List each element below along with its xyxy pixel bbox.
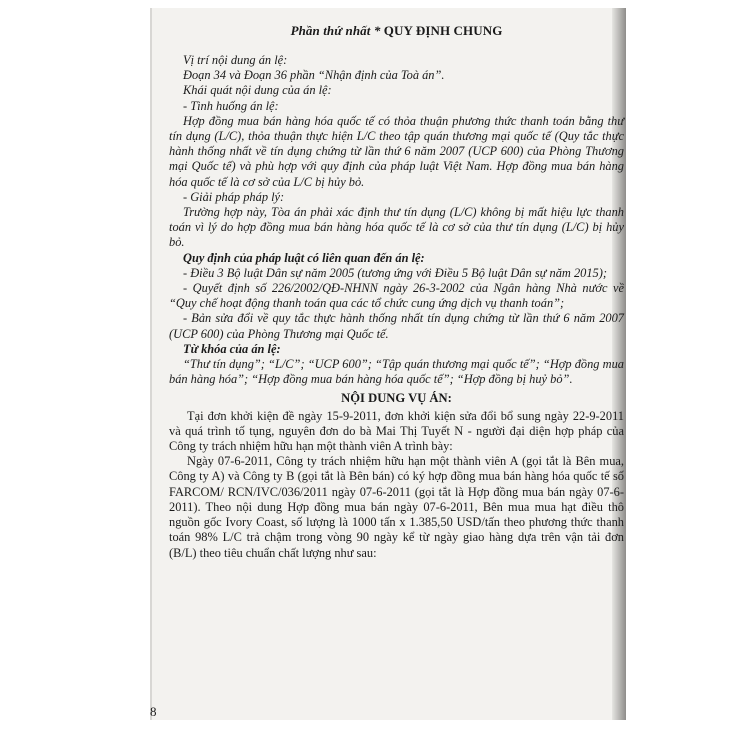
paragraph-giai-phap: Trường hợp này, Tòa án phải xác định thư tín dụng (L/C) không bị mất hiệu lực thanh toán vì lý do hợp đồng mua bán hàng hóa quốc tế là cơ sở của thư tín dụng (L/C) bị hủy bỏ.: [169, 205, 624, 250]
list-item-ucp-600: - Bản sửa đổi về quy tắc thực hành thống nhất tín dụng chứng từ lần thứ 6 năm 2007 (UCP 600) của Phòng Thương mại Quốc tế.: [169, 311, 624, 341]
header-title: QUY ĐỊNH CHUNG: [383, 23, 503, 38]
paragraph-tinh-huong: Hợp đồng mua bán hàng hóa quốc tế có thỏa thuận phương thức thanh toán bằng thư tín dụng (L/C), thỏa thuận thực hiện L/C theo tập quán thương mại quốc tế (Quy tắc thực hành thống nhất về tín dụng chứng từ lần thứ 6 năm 2007 (UCP 600) của Phòng Thương mại Quốc tế) và phù hợp với quy định của pháp luật Việt Nam. Hợp đồng mua bán hàng hóa quốc tế là cơ sở của L/C bị hủy bỏ.: [169, 113, 624, 189]
line-vi-tri-label: Vị trí nội dung án lệ:: [183, 53, 288, 67]
heading-tu-khoa: Từ khóa của án lệ:: [183, 341, 281, 356]
paragraph-don-khoi-kien: Tại đơn khởi kiện đề ngày 15-9-2011, đơn khởi kiện sửa đổi bổ sung ngày 22-9-2011 và quá trình tố tụng, nguyên đơn do bà Mai Thị Tuyết N - người đại diện hợp pháp của Công ty trách nhiệm hữu hạn một thành viên A trình bày:: [169, 408, 624, 454]
list-item-dieu-3: - Điều 3 Bộ luật Dân sự năm 2005 (tương ứng với Điều 5 Bộ luật Dân sự năm 2015);: [183, 265, 607, 280]
paragraph-tu-khoa: “Thư tín dụng”; “L/C”; “UCP 600”; “Tập quán thương mại quốc tế”; “Hợp đồng mua bán hàng hóa”; “Hợp đồng mua bán hàng hóa quốc tế”; “Hợp đồng bị huỷ bỏ”.: [169, 357, 624, 387]
heading-quy-dinh-phap-luat: Quy định của pháp luật có liên quan đến án lệ:: [183, 250, 425, 265]
page-number: 8: [150, 704, 157, 719]
running-header: [169, 23, 624, 39]
line-tinh-huong-label: - Tình huống án lệ:: [183, 98, 279, 113]
line-giai-phap-label: - Giải pháp pháp lý:: [183, 189, 285, 204]
line-vi-tri-value: Đoạn 34 và Đoạn 36 phần “Nhận định của Toà án”.: [183, 68, 445, 83]
page-content: [169, 23, 624, 561]
header-part: Phần thứ nhất *: [290, 23, 381, 38]
paragraph-hop-dong-mua-ban: Ngày 07-6-2011, Công ty trách nhiệm hữu hạn một thành viên A (gọi tắt là Bên mua, Công ty A) và Công ty B (gọi tắt là Bên bán) có ký hợp đồng mua bán hàng hóa quốc tế số FARCOM/ RCN/IVC/036/2011 ngày 07-6-2011 (gọi tắt là Hợp đồng mua bán ngày 07-6-2011). Theo nội dung Hợp đồng mua bán ngày 07-6-2011, Bên mua mua hạt điều thô nguồn gốc Ivory Coast, số lượng là 1000 tấn x 1.385,50 USD/tấn theo phương thức thanh toán 98% L/C trả chậm trong vòng 90 ngày kể từ ngày giao hàng dựa trên vận tải đơn (B/L) theo tiêu chuẩn chất lượng như sau:: [169, 454, 624, 560]
section-title-noi-dung-vu-an: NỘI DUNG VỤ ÁN:: [341, 391, 452, 406]
line-khai-quat-label: Khái quát nội dung của án lệ:: [183, 83, 332, 98]
list-item-quyet-dinh-226: - Quyết định số 226/2002/QĐ-NHNN ngày 26-3-2002 của Ngân hàng Nhà nước về “Quy chế hoạt động thanh toán qua các tổ chức cung ứng dịch vụ thanh toán”;: [169, 281, 624, 311]
page-left-edge: [150, 8, 152, 720]
